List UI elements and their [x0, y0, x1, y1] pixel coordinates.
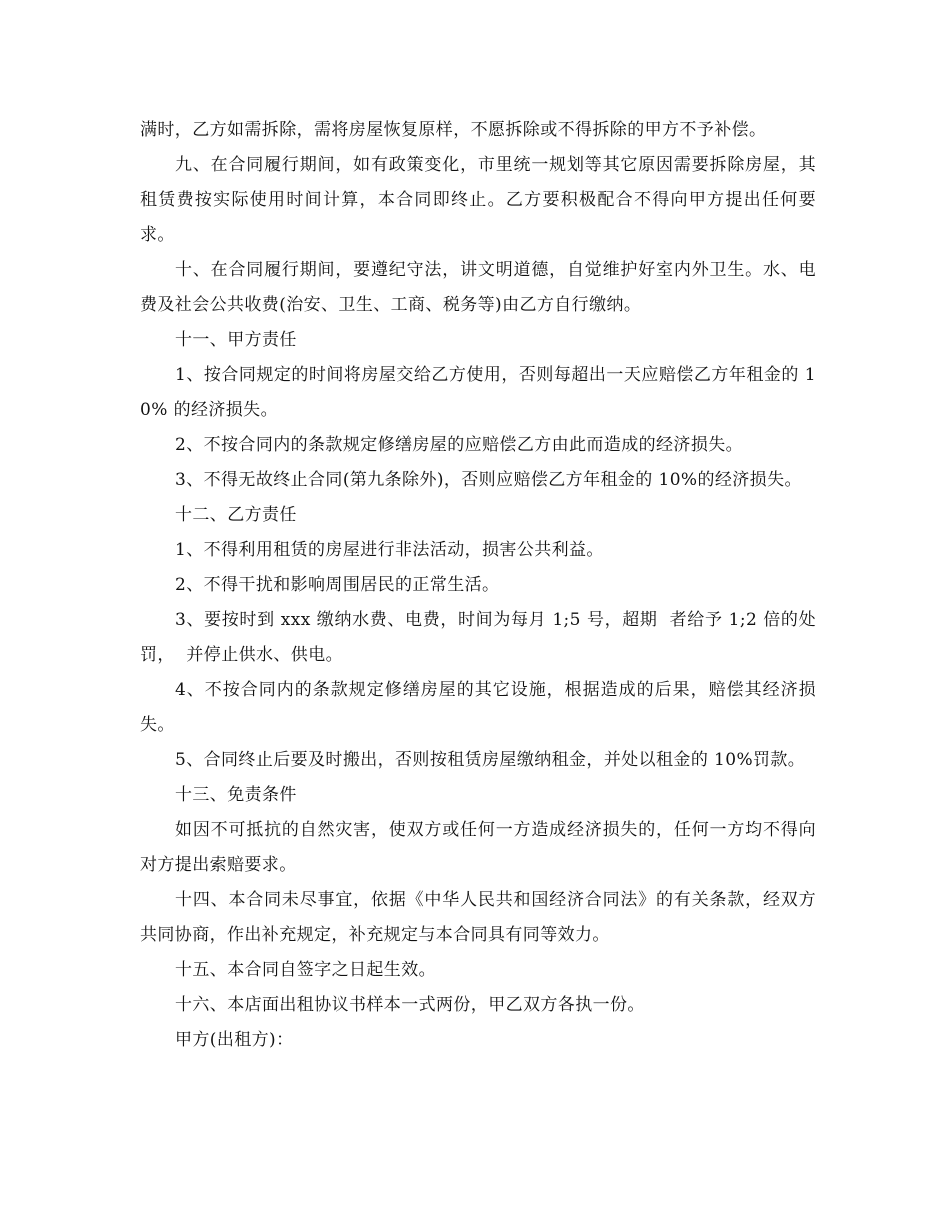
document-body	[140, 113, 816, 1058]
lessor-duty-2: 2、不按合同内的条款规定修缮房屋的应赔偿乙方由此而造成的经济损失。	[175, 435, 744, 455]
lessor-duty-3: 3、不得无故终止合同(第九条除外)，否则应赔偿乙方年租金的 10%的经济损失。	[175, 470, 802, 490]
force-majeure-text: 如因不可抵抗的自然灾害，使双方或任何一方造成经济损失的，任何一方均不得向对方提出索赔要求。	[140, 820, 816, 875]
section-heading-force-majeure: 十三、免责条件	[175, 785, 297, 805]
clause-15: 十五、本合同自签字之日起生效。	[175, 960, 436, 980]
lessee-duty-3: 3、要按时到 xxx 缴纳水费、电费，时间为每月 1;5 号，超期 者给予 1;2 倍的处罚， 并停止供水、供电。	[140, 610, 816, 665]
lessee-duty-1: 1、不得利用租赁的房屋进行非法活动，损害公共利益。	[175, 540, 604, 560]
clause-16: 十六、本店面出租协议书样本一式两份，甲乙双方各执一份。	[175, 995, 645, 1015]
section-heading-lessee-duties: 十二、乙方责任	[175, 505, 297, 525]
clause-9: 九、在合同履行期间，如有政策变化，市里统一规划等其它原因需要拆除房屋，其租赁费按实际使用时间计算，本合同即终止。乙方要积极配合不得向甲方提出任何要求。	[140, 155, 816, 245]
lessor-duty-1: 1、按合同规定的时间将房屋交给乙方使用，否则每超出一天应赔偿乙方年租金的 10% 的经济损失。	[140, 365, 816, 420]
paragraph-continuation: 满时，乙方如需拆除，需将房屋恢复原样，不愿拆除或不得拆除的甲方不予补偿。	[140, 120, 767, 140]
clause-14: 十四、本合同未尽事宜，依据《中华人民共和国经济合同法》的有关条款，经双方共同协商，作出补充规定，补充规定与本合同具有同等效力。	[140, 890, 816, 945]
signature-lessor-label: 甲方(出租方)：	[175, 1030, 294, 1050]
lessee-duty-5: 5、合同终止后要及时搬出，否则按租赁房屋缴纳租金，并处以租金的 10%罚款。	[175, 750, 806, 770]
section-heading-lessor-duties: 十一、甲方责任	[175, 330, 297, 350]
clause-10: 十、在合同履行期间，要遵纪守法，讲文明道德，自觉维护好室内外卫生。水、电费及社会公共收费(治安、卫生、工商、税务等)由乙方自行缴纳。	[140, 260, 816, 315]
lessee-duty-4: 4、不按合同内的条款规定修缮房屋的其它设施，根据造成的后果，赔偿其经济损失。	[140, 680, 816, 735]
lessee-duty-2: 2、不得干扰和影响周围居民的正常生活。	[175, 575, 500, 595]
